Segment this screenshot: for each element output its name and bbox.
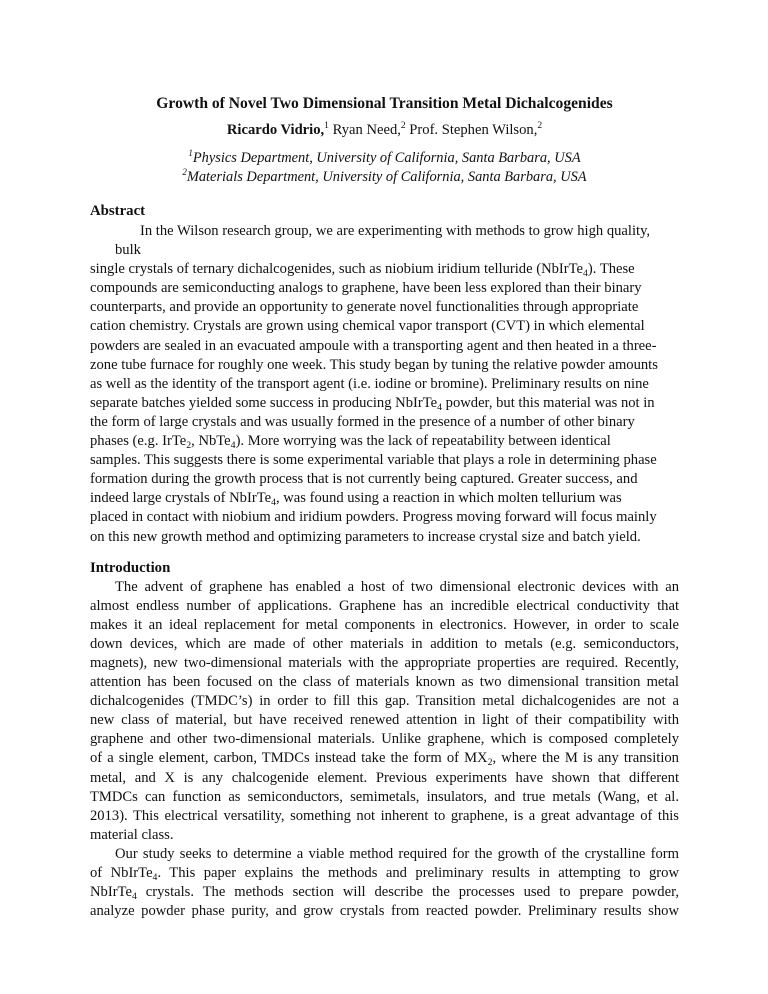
author-name: Ricardo Vidrio, xyxy=(226,122,325,138)
abstract-line: placed in contact with niobium and iridium powders. Progress moving forward will focus mainly xyxy=(90,509,657,526)
abstract-line: cation chemistry. Crystals are grown using chemical vapor transport (CVT) in which elemental xyxy=(90,318,645,335)
affiliation-number: 1 xyxy=(188,148,193,158)
abstract-heading: Abstract xyxy=(90,203,146,219)
paper-title: Growth of Novel Two Dimensional Transition Metal Dichalcogenides xyxy=(156,95,613,112)
author-affiliation-mark: 1 xyxy=(324,121,329,131)
intro-line: The advent of graphene has enabled a host of two dimensional electronic devices with an xyxy=(115,578,679,595)
affiliation-number: 2 xyxy=(182,166,187,177)
abstract-line: separate batches yielded some success in producing NbIrTe$_4$ powder, but this material was not in xyxy=(90,394,655,413)
author-name: Ryan Need, xyxy=(332,122,401,138)
intro-line: graphene and other two-dimensional materials. Unlike graphene, which is composed completely xyxy=(90,731,679,748)
intro-line: metal, and X is any chalcogenide element. Previous experiments have shown that different xyxy=(90,769,679,786)
abstract-line: samples. This suggests there is some experimental variable that plays a role in determining phase xyxy=(90,452,657,469)
intro-line: material class. xyxy=(90,826,174,843)
intro-line: magnets), new two-dimensional materials with the appropriate properties are required. Recently, xyxy=(90,654,679,671)
intro-line: makes it an ideal replacement for metal components in electronics. However, in order to scale xyxy=(90,616,679,633)
affiliation-line xyxy=(90,149,679,168)
intro-line: down devices, which are made of other materials in addition to metals (e.g. semiconductors, xyxy=(90,635,679,652)
affiliation-line xyxy=(90,168,679,187)
author-name: Prof. Stephen Wilson, xyxy=(409,122,538,138)
author-line xyxy=(90,121,679,140)
abstract-body xyxy=(90,222,679,547)
author-affiliation-mark: 2 xyxy=(537,121,543,131)
abstract-line: indeed large crystals of NbIrTe$_4$, was found using a reaction in which molten tellurium was xyxy=(90,490,622,509)
intro-line: Our study seeks to determine a viable method required for the growth of the crystalline form xyxy=(115,845,679,862)
abstract-line: In the Wilson research group, we are experimenting with methods to grow high quality, bulk xyxy=(115,223,651,259)
abstract-line: formation during the growth process that is not currently being captured. Greater success, and xyxy=(90,471,638,488)
intro-line: attention has been focused on the class of materials known as two dimensional transition metal xyxy=(90,674,679,691)
intro-line: new class of material, but have received renewed attention in light of their compatibility with xyxy=(90,712,679,729)
intro-line: of a single element, carbon, TMDCs instead take the form of $MX_2$, where the M is any transition xyxy=(90,750,679,769)
intro-line: TMDCs can function as semiconductors, semimetals, insulators, and true metals (Wang, et al. xyxy=(90,788,679,805)
abstract-line: compounds are semiconducting analogs to graphene, have been less explored than their binary xyxy=(90,280,642,297)
intro-line: dichalcogenides (TMDC’s) in order to fill this gap. Transition metal dichalcogenides are not a xyxy=(90,693,679,710)
intro-line: almost endless number of applications. Graphene has an incredible electrical conductivity that xyxy=(90,597,679,614)
introduction-body xyxy=(90,578,679,922)
abstract-line: phases (e.g. IrTe$_2$, NbTe$_4$). More worrying was the lack of repeatability between identical xyxy=(90,433,611,452)
abstract-line: counterparts, and provide an opportunity to generate novel functionalities through appropriate xyxy=(90,299,639,316)
affiliation-text: Physics Department, University of California, Santa Barbara, USA xyxy=(192,150,581,166)
affiliation-block xyxy=(90,149,679,186)
affiliation-text: Materials Department, University of California, Santa Barbara, USA xyxy=(186,168,587,185)
intro-line: 2013). This electrical versatility, something not inherent to graphene, is a great advantage of this xyxy=(90,807,679,824)
abstract-line: powders are sealed in an evacuated ampoule with a transporting agent and then heated in a three- xyxy=(90,337,657,354)
abstract-line: zone tube furnace for roughly one week. This study began by tuning the relative powder amounts xyxy=(90,356,658,373)
introduction-heading: Introduction xyxy=(90,559,171,576)
intro-line: of NbIrTe$_4$. This paper explains the methods and preliminary results in attempting to grow xyxy=(90,865,679,883)
intro-line: NbIrTe$_4$ crystals. The methods section will describe the processes used to prepare powder, xyxy=(90,884,679,903)
abstract-line: single crystals of ternary dichalcogenides, such as niobium iridium telluride (NbIrTe$_4$). These xyxy=(90,261,635,280)
abstract-line: the form of large crystals and was usually formed in the presence of a number of other binary xyxy=(90,413,635,430)
abstract-line: on this new growth method and optimizing parameters to increase crystal size and batch yield. xyxy=(90,528,641,545)
intro-line: analyze powder phase purity, and grow crystals from reacted powder. Preliminary results show xyxy=(90,903,679,920)
author-affiliation-mark: 2 xyxy=(400,121,406,131)
abstract-line: as well as the identity of the transport agent (i.e. iodine or bromine). Preliminary results on nine xyxy=(90,375,649,392)
